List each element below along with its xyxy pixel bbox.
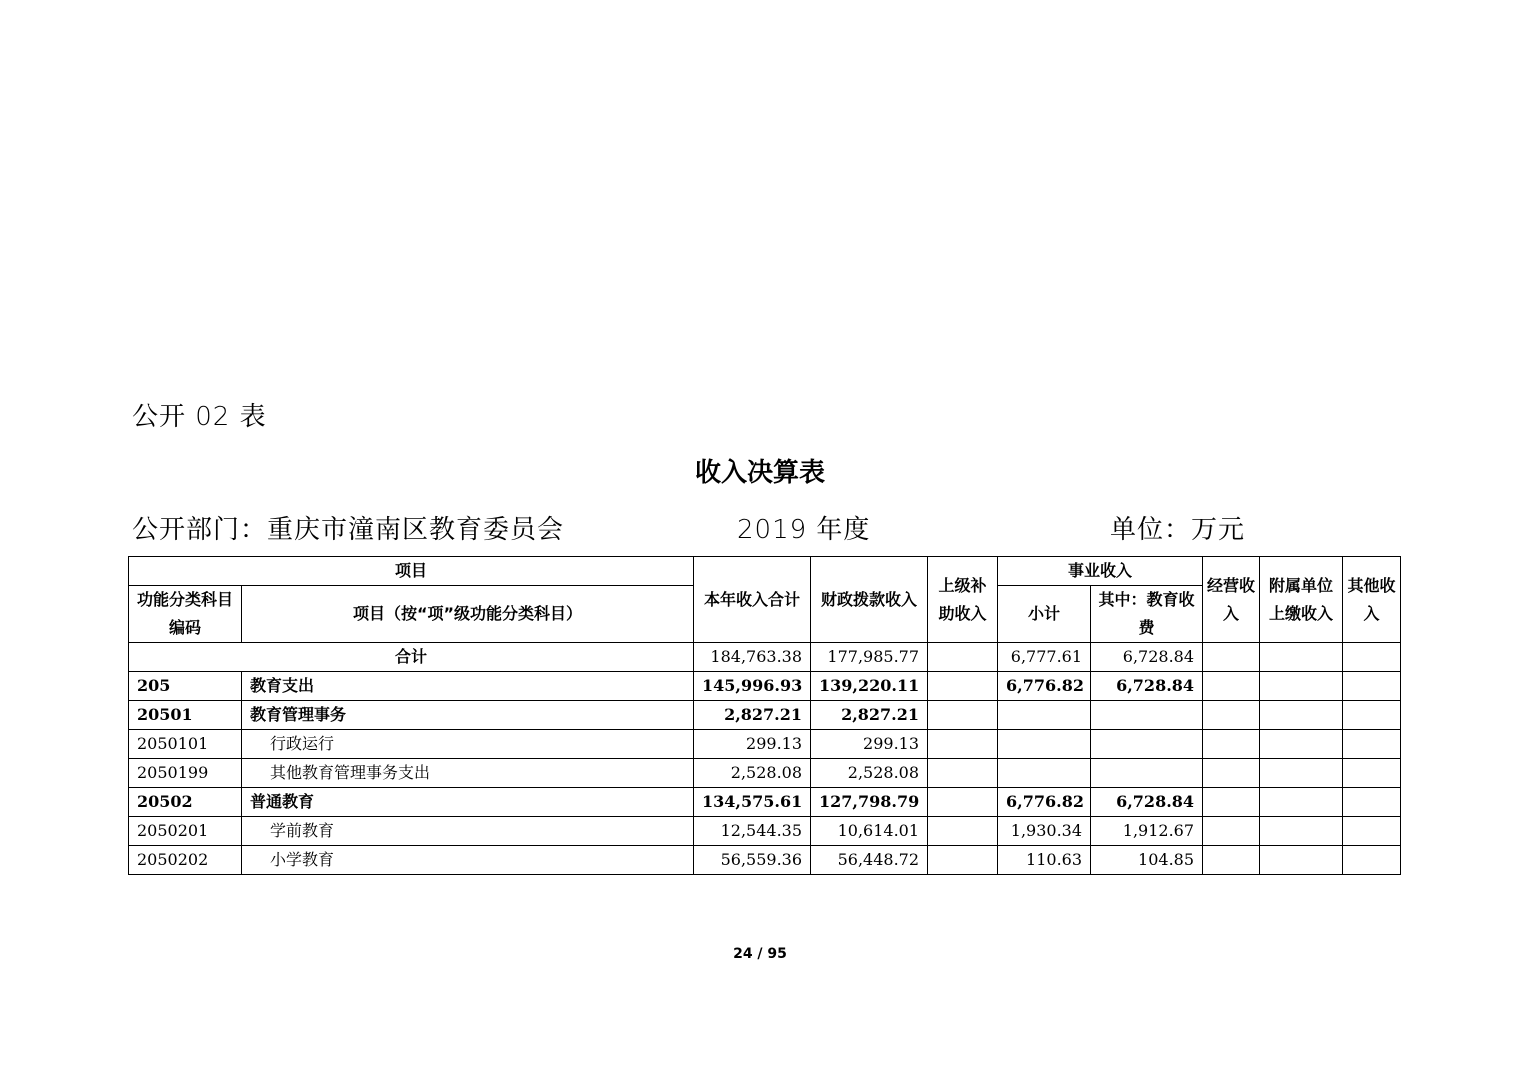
cell-total: 2,827.21 (694, 701, 811, 730)
table-row (129, 672, 1401, 701)
header-other: 其他收入 (1343, 557, 1401, 643)
total-row (129, 643, 1401, 672)
cell-operating (1203, 788, 1260, 817)
page-number: 24 / 95 (733, 946, 787, 962)
cell-name: 行政运行 (242, 730, 694, 759)
cell-other (1343, 759, 1401, 788)
cell-superior (928, 817, 998, 846)
cell-operating (1203, 759, 1260, 788)
cell-superior (928, 701, 998, 730)
cell-other (1343, 672, 1401, 701)
cell-business-education-fees: 104.85 (1091, 846, 1203, 875)
header-code: 功能分类科目编码 (129, 586, 242, 643)
cell-code: 20502 (129, 788, 242, 817)
cell-code: 2050202 (129, 846, 242, 875)
cell-business-education-fees: 6,728.84 (1091, 643, 1203, 672)
header-fiscal: 财政拨款收入 (811, 557, 928, 643)
cell-fiscal: 139,220.11 (811, 672, 928, 701)
cell-operating (1203, 730, 1260, 759)
cell-affiliate (1260, 788, 1343, 817)
cell-code: 2050201 (129, 817, 242, 846)
department-label: 公开部门：重庆市潼南区教育委员会 (132, 515, 565, 545)
cell-other (1343, 730, 1401, 759)
cell-superior (928, 846, 998, 875)
cell-code: 20501 (129, 701, 242, 730)
cell-total: 56,559.36 (694, 846, 811, 875)
header-business-subtotal: 小计 (998, 586, 1091, 643)
cell-operating (1203, 672, 1260, 701)
revenue-table (128, 556, 1401, 875)
cell-name: 学前教育 (242, 817, 694, 846)
cell-superior (928, 643, 998, 672)
cell-total: 2,528.08 (694, 759, 811, 788)
cell-affiliate (1260, 730, 1343, 759)
cell-superior (928, 672, 998, 701)
form-number: 公开 02 表 (132, 402, 267, 432)
cell-business-education-fees (1091, 759, 1203, 788)
year-label: 2019 年度 (737, 515, 871, 545)
cell-affiliate (1260, 759, 1343, 788)
cell-business-education-fees (1091, 730, 1203, 759)
cell-business-subtotal: 110.63 (998, 846, 1091, 875)
table-row (129, 759, 1401, 788)
cell-business-education-fees: 1,912.67 (1091, 817, 1203, 846)
cell-code: 2050101 (129, 730, 242, 759)
cell-business-subtotal: 1,930.34 (998, 817, 1091, 846)
cell-name: 其他教育管理事务支出 (242, 759, 694, 788)
cell-name: 小学教育 (242, 846, 694, 875)
unit-label: 单位：万元 (1110, 515, 1246, 545)
cell-other (1343, 643, 1401, 672)
cell-fiscal: 56,448.72 (811, 846, 928, 875)
cell-total: 12,544.35 (694, 817, 811, 846)
cell-operating (1203, 846, 1260, 875)
cell-code: 205 (129, 672, 242, 701)
cell-business-subtotal: 6,776.82 (998, 672, 1091, 701)
cell-superior (928, 759, 998, 788)
cell-business-subtotal: 6,777.61 (998, 643, 1091, 672)
cell-fiscal: 177,985.77 (811, 643, 928, 672)
cell-other (1343, 846, 1401, 875)
cell-operating (1203, 817, 1260, 846)
cell-superior (928, 730, 998, 759)
cell-operating (1203, 643, 1260, 672)
cell-total: 134,575.61 (694, 788, 811, 817)
cell-total: 299.13 (694, 730, 811, 759)
cell-business-subtotal (998, 759, 1091, 788)
header-affiliate: 附属单位上缴收入 (1260, 557, 1343, 643)
cell-fiscal: 299.13 (811, 730, 928, 759)
cell-affiliate (1260, 643, 1343, 672)
cell-other (1343, 701, 1401, 730)
cell-code: 2050199 (129, 759, 242, 788)
header-superior: 上级补助收入 (928, 557, 998, 643)
total-label: 合计 (129, 643, 694, 672)
cell-business-education-fees (1091, 701, 1203, 730)
cell-business-education-fees: 6,728.84 (1091, 788, 1203, 817)
cell-other (1343, 788, 1401, 817)
cell-fiscal: 10,614.01 (811, 817, 928, 846)
cell-fiscal: 127,798.79 (811, 788, 928, 817)
header-project: 项目（按“项”级功能分类科目） (242, 586, 694, 643)
table-row (129, 817, 1401, 846)
cell-business-education-fees: 6,728.84 (1091, 672, 1203, 701)
header-project-group: 项目 (129, 557, 694, 586)
cell-superior (928, 788, 998, 817)
table-row (129, 788, 1401, 817)
table-row (129, 846, 1401, 875)
header-business: 事业收入 (998, 557, 1203, 586)
cell-other (1343, 817, 1401, 846)
cell-total: 184,763.38 (694, 643, 811, 672)
cell-name: 教育管理事务 (242, 701, 694, 730)
cell-fiscal: 2,827.21 (811, 701, 928, 730)
header-business-education-fees: 其中：教育收费 (1091, 586, 1203, 643)
cell-business-subtotal (998, 730, 1091, 759)
document-title: 收入决算表 (694, 458, 825, 488)
table-row (129, 730, 1401, 759)
cell-fiscal: 2,528.08 (811, 759, 928, 788)
cell-affiliate (1260, 701, 1343, 730)
cell-name: 普通教育 (242, 788, 694, 817)
cell-affiliate (1260, 672, 1343, 701)
cell-operating (1203, 701, 1260, 730)
cell-name: 教育支出 (242, 672, 694, 701)
cell-business-subtotal (998, 701, 1091, 730)
header-total: 本年收入合计 (694, 557, 811, 643)
table-row (129, 701, 1401, 730)
cell-total: 145,996.93 (694, 672, 811, 701)
header-operating: 经营收入 (1203, 557, 1260, 643)
cell-affiliate (1260, 846, 1343, 875)
cell-business-subtotal: 6,776.82 (998, 788, 1091, 817)
cell-affiliate (1260, 817, 1343, 846)
